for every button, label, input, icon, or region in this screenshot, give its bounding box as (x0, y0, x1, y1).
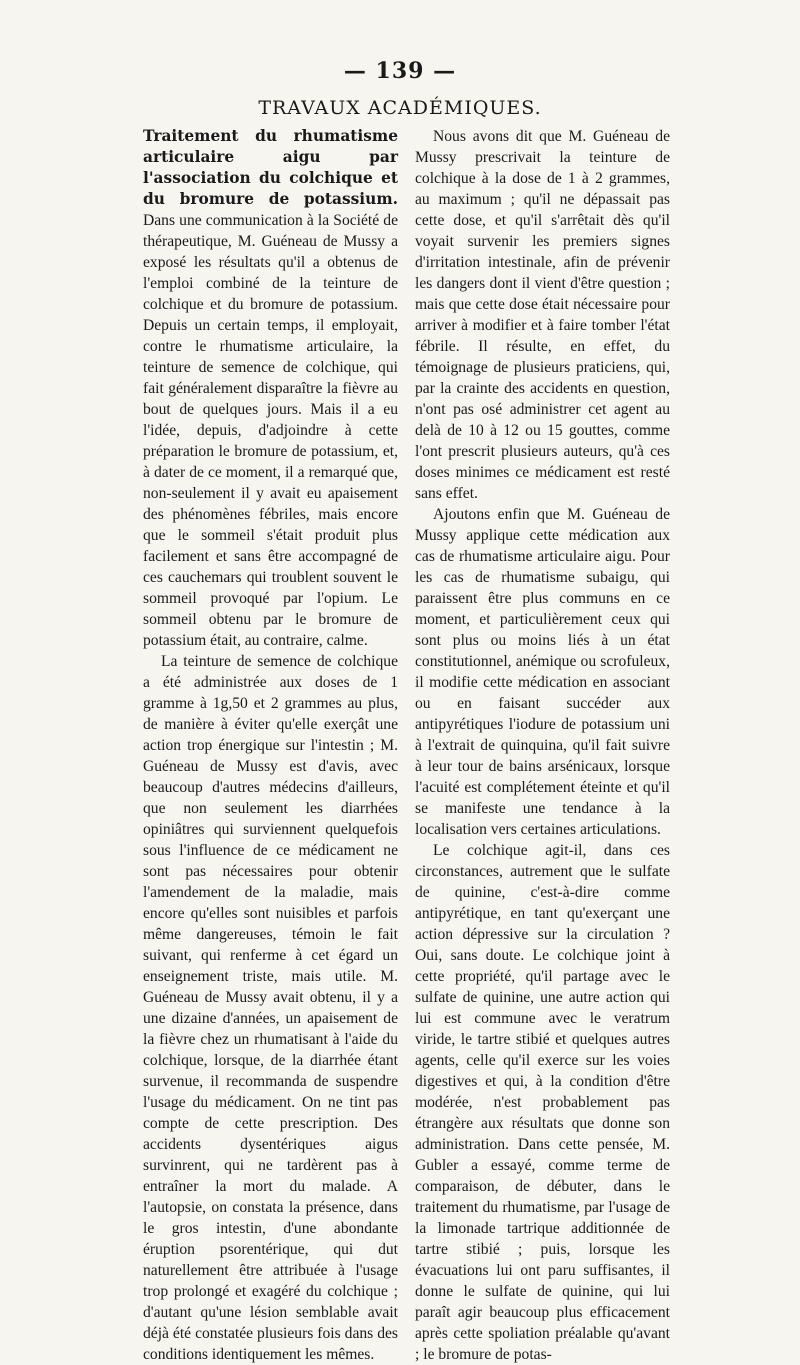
article-paragraph: Le colchique agit-il, dans ces circonstances, autrement que le sulfate de quinine, c'est-à-dire comme antipyrétique, en tant qu'exerçant une action dépressive sur la circulation ? Oui, sans doute. Le colchique joint à cette propriété, qu'il partage avec le sulfate de quinine, une autre action qui lui est commune avec le veratrum viride, le tartre stibié et quelques autres agents, celle qu'il exerce sur les voies digestives et qui, à la condition d'être modérée, n'est probablement pas étrangère aux résultats que donne son administration. Dans cette pensée, M. Gubler a essayé, comme terme de comparaison, de débuter, dans le traitement du rhumatisme, par l'usage de la limonade tartrique additionnée de tartre stibié ; puis, lorsque les évacuations lui ont paru suffisantes, il donne le sulfate de quinine, qui lui paraît agir beaucoup plus efficacement après cette spoliation préalable qu'avant ; le bromure de potas- (415, 842, 670, 1363)
article-paragraph: Ajoutons enfin que M. Guéneau de Mussy applique cette médication aux cas de rhumatisme articulaire aigu. Pour les cas de rhumatisme subaigu, qui paraissent être plus communs en ce moment, et particulièrement ceux qui sont plus ou moins liés à un état constitutionnel, anémique ou scrofuleux, il modifie cette médication en associant ou en faisant succéder aux antipyrétiques l'iodure de potassium uni à l'extrait de quinquina, qu'il fait suivre à leur tour de bains arsénicaux, lorsque l'acuité est complétement éteinte et qu'il se manifeste une tendance à la localisation vers certaines articulations. (415, 506, 670, 838)
article-title: Traitement du rhumatisme articulaire aigu par l'association du colchique et du bromure de potassium. (143, 127, 398, 208)
right-column (415, 126, 670, 1365)
page-number: — 139 — (343, 58, 457, 84)
article-paragraph: La teinture de semence de colchique a été administrée aux doses de 1 gramme à 1g,50 et 2 grammes au plus, de manière à éviter qu'elle exerçât une action trop énergique sur l'intestin ; M. Guéneau de Mussy est d'avis, avec beaucoup d'autres médecins d'ailleurs, que non seulement les diarrhées opiniâtres qui surviennent quelquefois sous l'influence de ce médicament ne sont pas nécessaires pour obtenir l'amendement de la maladie, mais encore qu'elles sont nuisibles et parfois même dangereuses, témoin le fait suivant, qui renferme à cet égard un enseignement triste, mais utile. M. Guéneau de Mussy avait obtenu, il y a une dizaine d'années, un apaisement de la fièvre chez un rhumatisant à l'aide du colchique, lorsque, de la diarrhée étant survenue, il recommanda de suspendre l'usage du médicament. On ne tint pas compte de cette prescription. Des accidents dysentériques aigus survinrent, qui ne tardèrent pas à entraîner la mort du malade. A l'autopsie, on constata la présence, dans le gros intestin, d'une abondante éruption psorentérique, qui dut naturellement être attribuée à l'usage trop prolongé et exagéré du colchique ; d'autant qu'une lésion semblable avait déjà été constatée plusieurs fois dans des conditions identiquement les mêmes. (143, 653, 398, 1363)
article-paragraph (143, 126, 398, 651)
left-column (143, 126, 398, 1365)
article-paragraph: Nous avons dit que M. Guéneau de Mussy prescrivait la teinture de colchique à la dose de 1 à 2 grammes, au maximum ; qu'il ne dépassait pas cette dose, et qu'il s'arrêtait dès qu'il voyait survenir les premiers signes d'irritation intestinale, afin de prévenir les dangers dont il vient d'être question ; mais que cette dose était nécessaire pour arriver à modifier et à faire tomber l'état fébrile. Il résulte, en effet, du témoignage de plusieurs praticiens, qui, par la crainte des accidents en question, n'ont pas osé administrer cet agent au delà de 10 à 12 ou 15 gouttes, comme l'ont prescrit plusieurs auteurs, qu'à ces doses minimes ce médicament est resté sans effet. (415, 128, 670, 502)
running-head: TRAVAUX ACADÉMIQUES. (258, 97, 542, 119)
paragraph-text: Dans une communication à la Société de thérapeutique, M. Guéneau de Mussy a exposé les résultats qu'il a obtenus de l'emploi combiné de la teinture de colchique et du bromure de potassium. Depuis un certain temps, il employait, contre le rhumatisme articulaire, la teinture de semence de colchique, qui fait généralement disparaître la fièvre au bout de quelques jours. Mais il a eu l'idée, depuis, d'adjoindre à cette préparation le bromure de potassium, et, à dater de ce moment, il a remarqué que, non-seulement il y avait eu apaisement des phénomènes fébriles, mais encore que le sommeil s'était produit plus facilement et sans être accompagné de ces cauchemars qui troublent souvent le sommeil provoqué par l'opium. Le sommeil obtenu par le bromure de potassium était, au contraire, calme. (143, 212, 398, 649)
